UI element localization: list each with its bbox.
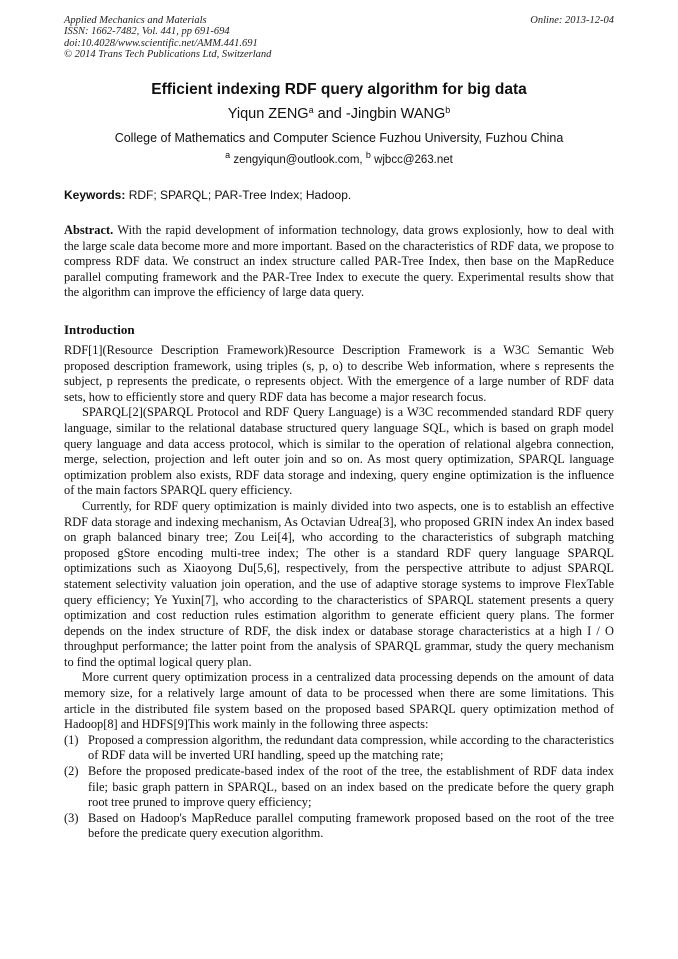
list-item: [64, 811, 614, 842]
intro-paragraph-3: Currently, for RDF query optimization is mainly divided into two aspects, one is to establish an effective RDF data storage and indexing mechanism, As Octavian Udrea[3], who proposed GRIN index An index based on graph balanced binary tree; Zou Lei[4], who according to the characteristics of subgraph matching proposed gStore encoding multi-tree index; The other is a standard RDF query language SPARQL optimizations such as Xiaoyong Du[5,6], respectively, from the perspective attribute to adjust SPARQL statement selectivity valuation join operation, and the use of adaptive storage systems to improve FlexTable query efficiency; Ye Yuxin[7], who according to the characteristics of SPARQL statement presents a query optimization and cost reduction rules estimation algorithm to generate efficient query plans. The former depends on the index structure of RDF, the disk index or database storage characteristics at a high I / O throughput performance; the latter point from the analysis of SPARQL grammar, study the query mechanism to find the optimal logical query plan.: [64, 498, 614, 669]
email-2: wjbcc@263.net: [374, 154, 453, 166]
email-1: zengyiqun@outlook.com,: [233, 154, 363, 166]
list-item-number: (2): [64, 764, 79, 779]
section-heading-introduction: Introduction: [64, 322, 135, 337]
email-1-sup: a: [225, 150, 231, 160]
paper-title: Efficient indexing RDF query algorithm for big data: [151, 81, 527, 98]
list-item: [64, 733, 614, 764]
intro-paragraph-1: RDF[1](Resource Description Framework)Resource Description Framework is a W3C Semantic Web proposed description framework, using triples (s, p, o) to describe Web information, where s represents the subject, p represents the predicate, o represents object. With the emergence of a large number of RDF data sets, how to efficiently store and query RDF data has become a major research focus.: [64, 343, 614, 404]
journal-issn: ISSN: 1662-7482, Vol. 441, pp 691-694: [64, 26, 230, 38]
online-date: Online: 2013-12-04: [530, 15, 614, 26]
list-item-text: Based on Hadoop's MapReduce parallel computing framework proposed based on the root of the tree before the predicate query execution algorithm.: [88, 810, 614, 841]
abstract-text: With the rapid development of information technology, data grows explosionly, how to deal with the large scale data become more and more important. Based on the characteristics of RDF data, we propose to compress RDF data. We construct an index structure called PAR-Tree Index, then base on the MapReduce parallel computing framework and the PAR-Tree Index to execute the query. Experimental results show that the algorithm can improve the efficiency of large data query.: [64, 223, 614, 300]
introduction-body: [64, 343, 614, 842]
intro-paragraph-2: SPARQL[2](SPARQL Protocol and RDF Query Language) is a W3C recommended standard RDF query language, similar to the relational database structured query language SQL, which is based on graph model query language and data access protocol, which is similar to the operation of relational algebra connection, merge, selection, projection and left outer join and so on. As most query optimization, SPARQL language optimization problem also exists, RDF data storage and indexing, query engine optimization is the influence of the main factors SPARQL query efficiency.: [64, 405, 614, 498]
list-item: [64, 764, 614, 811]
contribution-list: [64, 733, 614, 842]
abstract-label: Abstract.: [64, 223, 114, 237]
journal-doi: doi:10.4028/www.scientific.net/AMM.441.691: [64, 37, 258, 49]
abstract: [64, 223, 614, 301]
email-2-sup: b: [365, 150, 371, 160]
list-item-number: (1): [64, 732, 79, 747]
journal-name: Applied Mechanics and Materials: [64, 15, 207, 26]
emails: [0, 152, 678, 168]
author-1: Yiqun ZENG: [227, 106, 309, 122]
author-1-sup: a: [308, 105, 314, 115]
keywords: [64, 187, 624, 203]
author-2-sup: b: [445, 105, 451, 115]
journal-copyright: © 2014 Trans Tech Publications Ltd, Switzerland: [64, 49, 272, 61]
intro-paragraph-4: More current query optimization process in a centralized data processing depends on the amount of data memory size, for a relatively large amount of data to be processed when there are some limitations. This article in the distributed file system based on the proposed based SPARQL query optimization method of Hadoop[8] and HDFS[9]This work mainly in the following three aspects:: [64, 670, 614, 732]
list-item-text: Before the proposed predicate-based index of the root of the tree, the establishment of RDF data index file; basic graph pattern in SPARQL, based on an index based on the predicate before the query graph root tree pruned to improve query efficiency;: [88, 764, 614, 810]
author-2: and -Jingbin WANG: [317, 106, 446, 122]
authors: [0, 104, 678, 124]
keywords-text: RDF; SPARQL; PAR-Tree Index; Hadoop.: [128, 188, 352, 202]
list-item-text: Proposed a compression algorithm, the redundant data compression, while according to the characteristics of RDF data will be inverted URI handling, speed up the matching rate;: [88, 732, 614, 763]
affiliation: College of Mathematics and Computer Science Fuzhou University, Fuzhou China: [114, 131, 564, 145]
list-item-number: (3): [64, 810, 79, 825]
keywords-label: Keywords:: [64, 188, 126, 202]
